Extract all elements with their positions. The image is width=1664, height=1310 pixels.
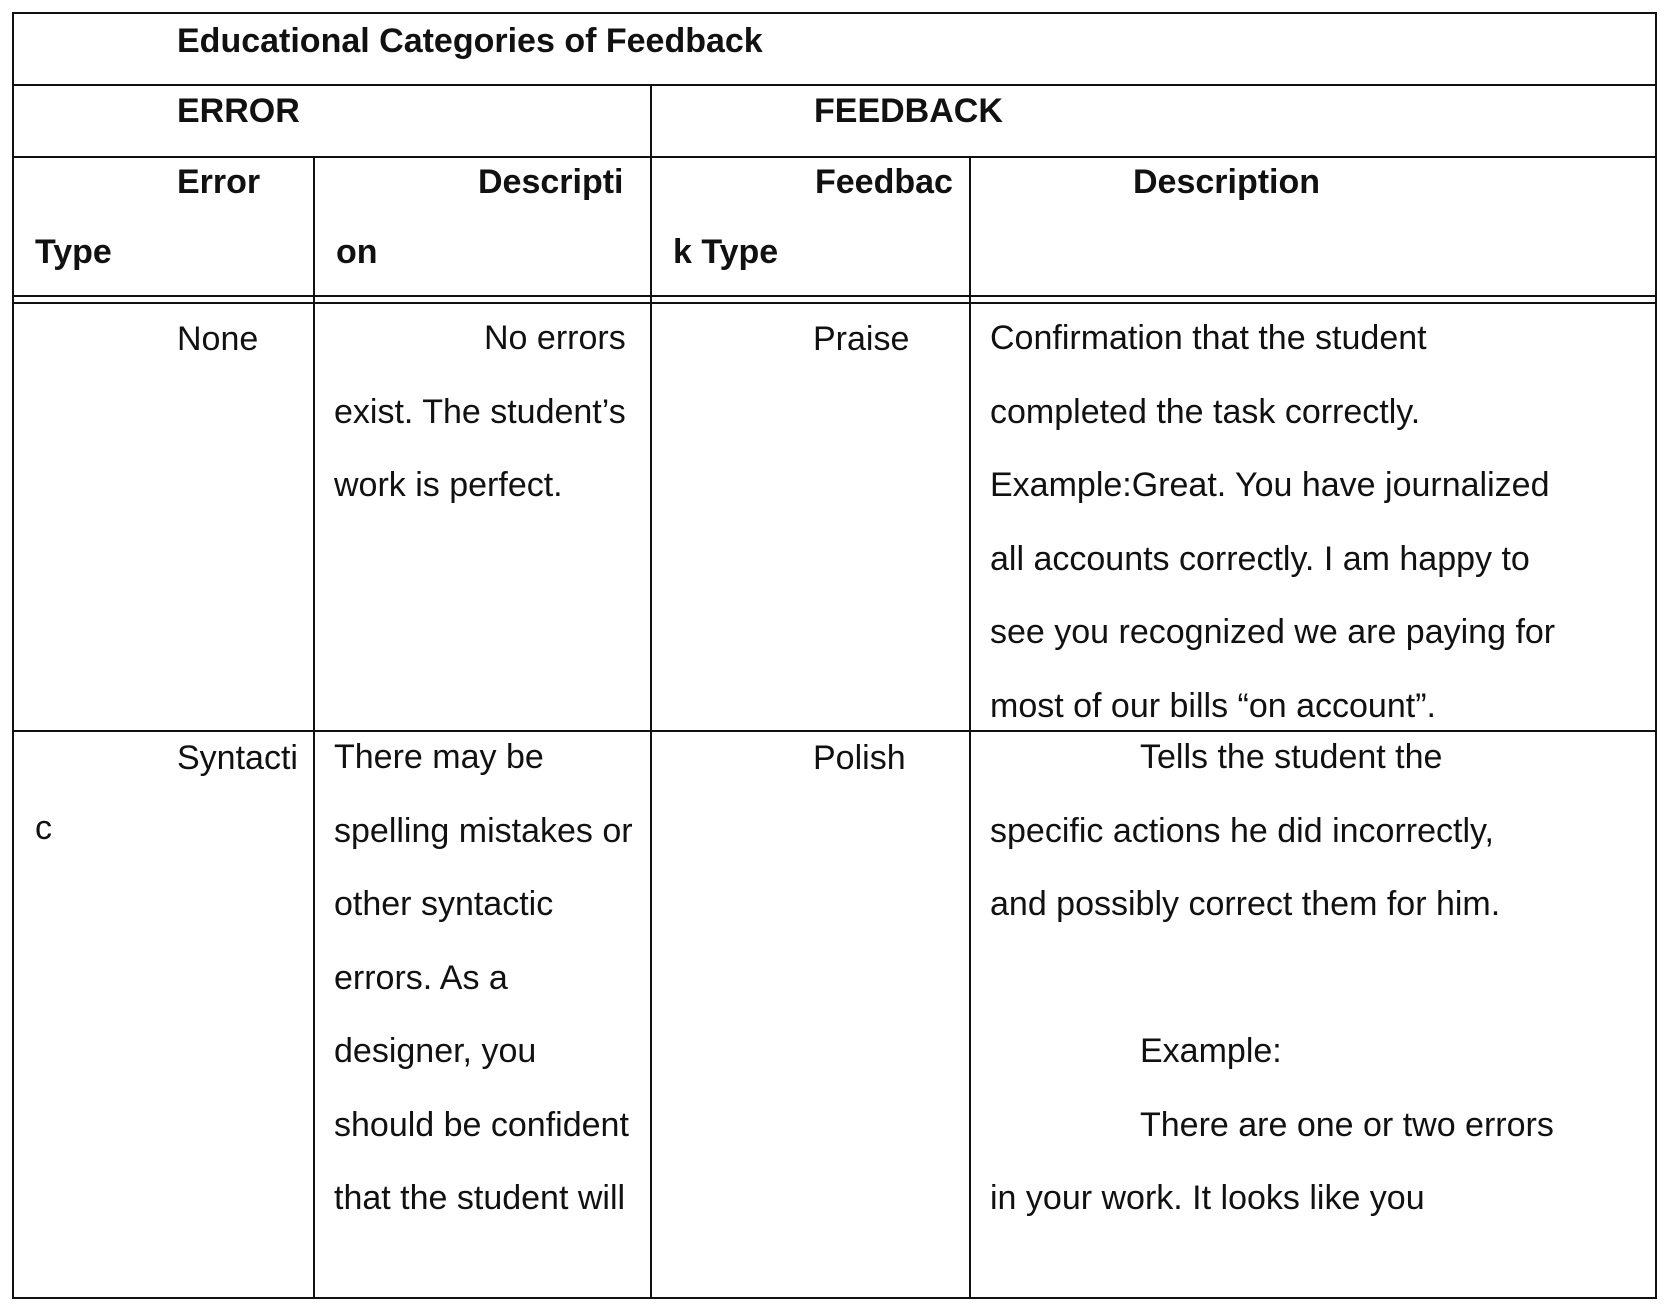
row-2-error-description-line: errors. As a bbox=[334, 958, 508, 997]
row-2-feedback-description-line: Example: bbox=[1140, 1032, 1282, 1070]
col-header-feedback-type-line2: k Type bbox=[673, 233, 779, 271]
row-1-feedback-type: Praise bbox=[813, 320, 910, 358]
col-header-error-type-line1: Error bbox=[177, 163, 261, 201]
divider-col-3 bbox=[969, 158, 971, 1299]
row-2-feedback-description bbox=[990, 721, 1650, 1236]
row-1-feedback-description-line: see you recognized we are paying for bbox=[990, 613, 1556, 651]
row-1-feedback-description-line: most of our bills “on account”. bbox=[990, 686, 1436, 725]
row-2-error-description-line: spelling mistakes or bbox=[334, 811, 633, 850]
col-header-feedback-description: Description bbox=[1133, 163, 1321, 201]
row-1-error-description-line: exist. The student’s bbox=[334, 392, 626, 431]
row-2-error-description-line: should be confident bbox=[334, 1105, 629, 1144]
row-1-feedback-description-line: all accounts correctly. I am happy to bbox=[990, 539, 1530, 578]
row-2-error-type-line2: c bbox=[35, 809, 52, 847]
double-rule-top bbox=[14, 295, 1655, 297]
row-2-feedback-description-line bbox=[990, 942, 1650, 1016]
row-2-feedback-description-line: in your work. It looks like you bbox=[990, 1179, 1425, 1217]
row-2-error-description-line: other syntactic bbox=[334, 885, 554, 923]
col-header-error-type-line2: Type bbox=[35, 233, 112, 271]
row-2-error-description-line: There may be bbox=[334, 738, 544, 776]
row-2-feedback-description-line: There are one or two errors bbox=[1140, 1105, 1554, 1144]
col-header-error-description-line1: Descripti bbox=[478, 163, 624, 201]
row-1-feedback-description-line: Example:Great. You have journalized bbox=[990, 466, 1550, 504]
divider-col-1 bbox=[313, 158, 315, 1299]
group-header-feedback: FEEDBACK bbox=[814, 92, 1003, 130]
col-header-feedback-type-line1: Feedbac bbox=[815, 163, 953, 201]
table-title: Educational Categories of Feedback bbox=[177, 22, 763, 60]
row-2-error-description-line: that the student will bbox=[334, 1179, 626, 1217]
feedback-categories-table bbox=[12, 12, 1657, 1299]
row-2-feedback-description-line: specific actions he did incorrectly, bbox=[990, 811, 1494, 850]
group-header-error: ERROR bbox=[177, 92, 300, 130]
row-1-error-description-line: work is perfect. bbox=[334, 466, 563, 504]
row-2-error-description bbox=[334, 721, 644, 1236]
row-1-error-description-line: No errors bbox=[484, 319, 626, 357]
row-1-feedback-description-line: Confirmation that the student bbox=[990, 319, 1427, 357]
row-2-feedback-description-line: Tells the student the bbox=[1140, 738, 1443, 776]
row-1-feedback-description-line: completed the task correctly. bbox=[990, 392, 1421, 431]
row-1-error-type: None bbox=[177, 320, 259, 358]
row-2-feedback-type: Polish bbox=[813, 739, 906, 777]
row-1-feedback-description bbox=[990, 302, 1650, 743]
row-2-error-description-line: designer, you bbox=[334, 1032, 537, 1070]
divider-error-feedback bbox=[650, 86, 652, 1299]
col-header-error-description-line2: on bbox=[336, 233, 378, 271]
row-1-error-description bbox=[334, 302, 644, 523]
row-2-feedback-description-line: and possibly correct them for him. bbox=[990, 885, 1501, 923]
row-2-error-type-line1: Syntacti bbox=[177, 739, 298, 777]
